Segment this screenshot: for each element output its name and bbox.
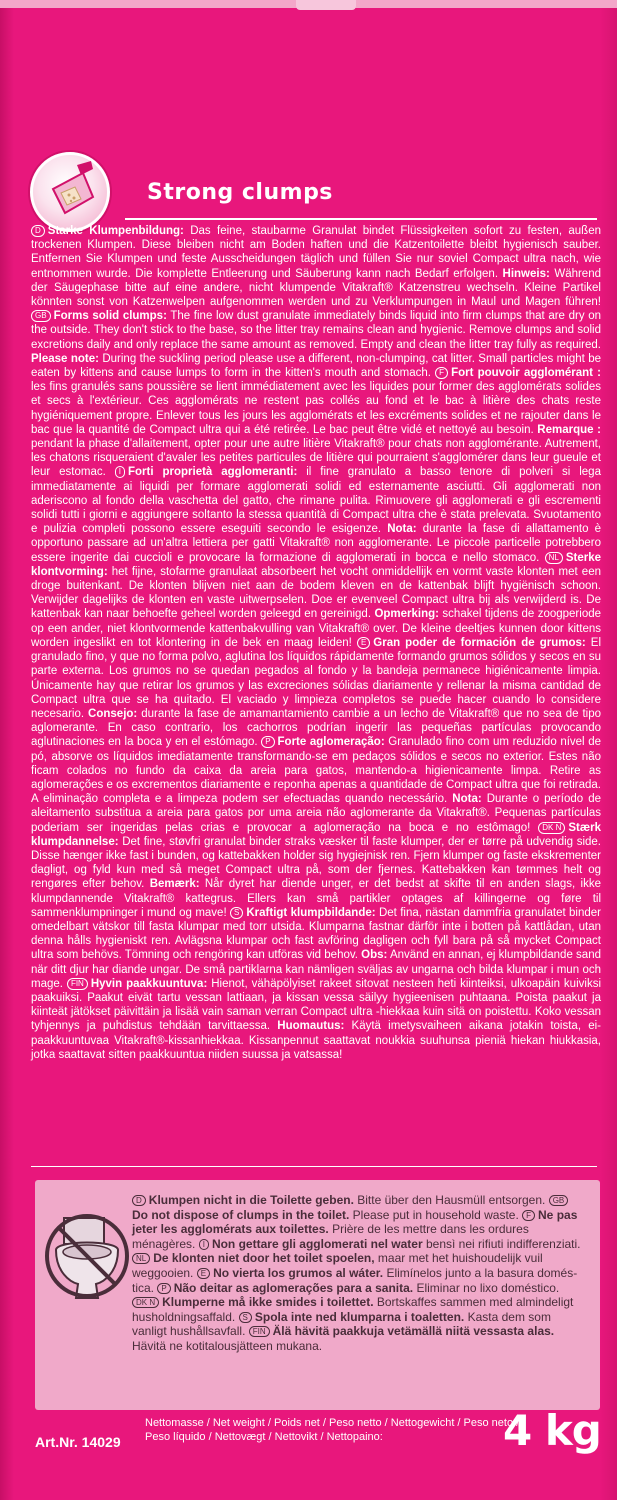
section-heading: Stærk klumpdannelse: <box>31 821 601 848</box>
section-heading: Forms solid clumps: <box>53 310 167 323</box>
warning-line <box>132 1193 549 1207</box>
language-section <box>31 225 601 308</box>
warning-detail: Hävitä ne kotitalousjätteen mukana. <box>132 1338 323 1353</box>
note-heading: Remarque : <box>537 423 601 436</box>
page-title: Strong clumps <box>147 180 333 205</box>
section-heading: Sterke klontvorming: <box>31 551 601 578</box>
language-code-badge: FIN <box>67 978 88 990</box>
language-code-badge: NL <box>132 1253 150 1264</box>
note-heading: Obs: <box>361 949 388 962</box>
language-code-badge: P <box>261 736 274 748</box>
language-code-badge: E <box>197 1268 210 1279</box>
note-heading: Consejo: <box>88 707 138 720</box>
warning-line <box>157 1281 559 1295</box>
warning-detail: Elimínelos junto a la basura domés- tica. <box>132 1265 578 1295</box>
article-number: Art.Nr. 14029 <box>35 1434 121 1450</box>
warning-bold: De klonten niet door het toilet spoelen, <box>153 1251 375 1266</box>
warning-bold: Non gettare gli agglomerati nel water <box>211 1236 423 1251</box>
section-text: het fijne, stofarme granulaat absorbeert het vocht onmiddellijk en vormt vaste klonten met een droge buitenkant. De klonten blijven niet aan de bodem kleven en de kattenbak blijft hygiënisch schoon. Verwijder dagelijks de klonten en vaste uitwerpselen. Doe er evenveel Compact ultra bij als verwijderd is. De kattenbak kan naar behoefte geheel worden geleegd en gereinigd. <box>31 565 601 621</box>
language-section <box>31 822 601 919</box>
language-code-badge: GB <box>31 310 51 322</box>
warning-detail: Bitte über den Hausmüll entsorgen. <box>353 1193 549 1207</box>
language-code-badge: F <box>522 1210 535 1221</box>
warning-bold: Älä hävitä paakkuja vetämällä niitä vessasta alas. <box>272 1324 555 1339</box>
title-divider <box>125 218 597 220</box>
language-section <box>31 466 601 563</box>
note-heading: Please note: <box>31 352 99 365</box>
section-text: il fine granulato a basso tenore di polveri si lega immediatamente ai liquidi per formare agglomerati solidi ed esternamente asciutti. Gli agglomerati non aderiscono al fondo della vaschetta del gatto, che rimane pulita. Rimuovere gli agglomerati e gli escrementi solidi tutti i giorni e aggiungere soltanto la stessa quantità di Compact ultra che è stata prelevata. Svuotamento e pulizia completi possono essere eseguiti secondo le esigenze. <box>31 466 601 536</box>
disposal-warning-text <box>132 1193 587 1354</box>
section-heading: Forti proprietà agglomeranti: <box>127 466 298 479</box>
language-section <box>31 637 601 748</box>
language-code-badge: FIN <box>249 1326 270 1337</box>
section-text: Das feine, staubarme Granulat bindet Flüssigkeiten sofort zu festen, außen trockenen Klumpen. Diese bleiben nicht am Boden haften und die Katzentoilette bleibt hygienisch sauber. Entfernen Sie Klumpen und feste Ausscheidungen täglich und füllen Sie nur soviel Compact ultra nach, wie entnommen wurde. Die komplette Entleerung und Säuberung kann nach Bedarf erfolgen. <box>31 225 601 280</box>
language-code-badge: NL <box>545 552 563 564</box>
note-heading: Nota: <box>387 523 417 536</box>
section-heading: Gran poder de formación de grumos: <box>373 636 586 649</box>
note-text: Durante o período de aleitamento substitua a areia para gatos por uma areia não aglomerante da Vitakraft®. Pequenas partículas poderiam ser ingeridas pelas crias e provocar a aglomeração na boca e no estômago! <box>31 793 601 834</box>
warning-bold: Não deitar as aglomerações para a sanita. <box>173 1280 414 1295</box>
language-code-badge: S <box>239 1312 252 1323</box>
warning-bold: Klumpen nicht in die Toilette geben. <box>148 1193 354 1207</box>
warning-line <box>199 1237 581 1251</box>
language-section <box>31 736 601 833</box>
warning-detail: maar met het huishoudelijk vuil weggooien. <box>132 1251 543 1280</box>
note-heading: Bemærk: <box>149 878 200 891</box>
note-text: Använd en annan, ej klumpbildande sand när ditt djur har diande ungar. De små partiklarna kan nämligen sväljas av ungarna och bilda klumpar i mun och mage. <box>31 949 601 990</box>
note-text: pendant la phase d'allaitement, opter pour une autre litière Vitakraft® pour chats non agglomérante. Autrement, les chatons risqueraient d'avaler les petites particules de litière qui pourraient s'agglomérer dans leur gueule et leur estomac. <box>31 438 601 479</box>
warning-bold: Klumperne må ikke smides i toilettet. <box>162 1295 374 1310</box>
language-code-badge: I <box>199 1239 209 1250</box>
language-code-badge: F <box>435 367 448 379</box>
language-code-badge: P <box>157 1283 170 1294</box>
net-weight-value: 4 kg <box>503 1406 601 1455</box>
section-text: les fins granulés sans poussière se lient immédiatement avec les liquides pour former des agglomérats solides et secs à l'extérieur. Ces agglomérats ne restent pas collés au fond et le bac à litière des chats reste hygiéniquement propre. Enlever tous les jours les agglomérats et les excréments solides et ne rajouter dans le bac que la quantité de Compact ultra qui a été retirée. Le bac peut être vidé et nettoyé au besoin. <box>31 381 601 436</box>
note-text: Når dyret har diende unger, er det bedst at skifte til en anden slags, ikke klumpdannende Vitakraft® kattegrus. Ellers kan små partikler optages af killingerne og føre til sammenklumpninger i mund og mave! <box>31 878 601 919</box>
language-code-badge: GB <box>549 1195 569 1206</box>
section-text: Det fine, støvfri granulat binder straks væsker til faste klumper, der er tørre på udvendig side. Disse hænger ikke fast i bunden, og kattebakken holder sig hygiejnisk ren. Fjern klumper og faste ekskrementer dagligt, og fyld kun med så meget Compact ultra på, som der fjernes. Kattebakken kan tømmes helt og rengøres efter behov. <box>31 835 601 891</box>
note-heading: Hinweis: <box>502 267 550 280</box>
note-text: Während der Säugephase bitte auf eine andere, nicht klumpende Vitakraft® Katzenstreu wechseln. Kleine Partikel könnten sonst von Katzenwelpen aufgenommen werden und zu Verklumpungen in Maul und Magen führen! <box>31 267 601 309</box>
note-heading: Huomautus: <box>277 1020 345 1033</box>
note-text: durante la fase de amamantamiento cambie a un lecho de Vitakraft® que no sea de tipo aglomerante. En caso contrario, los cachorros podrían ingerir las pequeñas partículas provocando aglutinaciones en la boca y en el estómago. <box>31 707 602 749</box>
warning-bold: No vierta los grumos al wáter. <box>213 1265 384 1280</box>
warning-detail: Please put in household waste. <box>349 1207 523 1222</box>
note-text: schakel tijdens de zoogperiode op een ander, niet klontvormende kattenbakvulling van Vitakraft® over. De kleine deeltjes kunnen door kittens worden ingeslikt en tot klontering in de bek en maag leiden! <box>31 608 602 649</box>
section-heading: Kraftigt klumpbildande: <box>246 906 376 919</box>
language-code-badge: DK N <box>132 1297 159 1308</box>
section-text: Det fina, nästan dammfria granulatet binder omedelbart vätskor till fasta klumpar med torr utsida. Klumparna fastnar därför inte i botten på kattlådan, utan denna hålls hygieniskt ren. Avlägsna klumpar och fast avföring dagligen och fyll bara på så mycket Compact ultra som behövs. Tömning och rengöring kan utföras vid behov. <box>31 906 601 962</box>
warning-detail: Prière de les mettre dans les ordures ménagères. <box>132 1222 529 1251</box>
note-heading: Opmerking: <box>374 608 439 621</box>
note-text: Käytä imetysvaiheen aikana jotakin toista, ei-paakkuuntuvaa Vitakraft®-kissanhiekkaa. Kissanpennut saattavat noukkia suuhunsa pieniä hiekan hiukkasia, jotka saattavat sitten paakkuuntua niiden suussa ja vatsassa! <box>31 1020 601 1061</box>
section-heading: Forte aglomeração: <box>277 736 385 749</box>
language-code-badge: E <box>357 637 370 649</box>
section-heading: Hyvin paakkuuntuva: <box>90 977 208 990</box>
section-text: Granulado fino com um reduzido nível de pó, absorve os líquidos imediatamente transformando-se em pedaços sólidos e secos no exterior. Estes não ficam colados no fundo da caixa da areia para gatos, mantendo-a higienicamente limpa. Retire as aglomerações e os excrementos diariamente e reponha apenas a quantidade de Compact ultra que foi retirada. A eliminação completa e a limpeza podem ser efectuadas quando necessário. <box>31 736 601 806</box>
language-code-badge: D <box>31 225 45 237</box>
section-heading: Fort pouvoir agglomérant : <box>451 367 601 380</box>
note-heading: Nota: <box>452 793 482 806</box>
language-section <box>31 552 601 649</box>
box-flap <box>296 0 356 10</box>
warning-bold: Spola inte ned klumparna i toaletten. <box>254 1309 465 1324</box>
litter-scoop-icon <box>30 152 110 232</box>
warning-detail: Bortskaffes sammen med almindeligt husholdningsaffald. <box>132 1295 574 1324</box>
section-text: The fine low dust granulate immediately binds liquid into firm clumps that are dry on the outside. They don't stick to the base, so the litter tray remains clean and hygienic. Remove clumps and solid excretions daily and only replace the same amount as removed. Empty and clean the litter tray fully as required. <box>31 310 601 351</box>
language-code-badge: S <box>230 907 243 919</box>
note-text: durante la fase di allattamento è opportuno passare ad un'altra lettiera per gatti Vitakraft® non agglomerante. Le piccole particelle potrebbero essere ingerite dai cuccioli e provocare la formazione di agglomerati in bocca e nello stomaco. <box>31 523 602 564</box>
warning-detail: bensì nei rifiuti indifferenziati. <box>422 1236 581 1251</box>
section-text: Hienot, vähäpölyiset rakeet sitovat nesteen heti kiinteiksi, ulkoapäin kuiviksi paakuiksi. Paakut eivät tartu vessan lattiaan, ja kissan vessa säilyy hygieenisen puhtaana. Poista paakut ja kiinteät jätökset päivittäin ja lisää vain saman verran Compact ultra -hiekkaa kuin sitä on poistettu. Koko vessan tyhjennys ja puhdistus tehdään tarvittaessa. <box>31 977 601 1033</box>
warning-detail: Eliminar no lixo doméstico. <box>413 1280 560 1295</box>
language-section <box>31 367 601 478</box>
warning-bold: Do not dispose of clumps in the toilet. <box>132 1207 350 1222</box>
language-code-badge: DK N <box>538 822 565 834</box>
no-toilet-icon <box>42 1200 132 1304</box>
net-weight-label: Nettomasse / Net weight / Poids net / Peso netto / Nettogewicht / Peso neto / Peso líquido / Nettovægt / Nettovikt / Nettopaino: <box>145 1417 520 1443</box>
section-heading: Starke Klumpenbildung: <box>47 225 184 237</box>
section-divider <box>31 1166 597 1167</box>
language-code-badge: I <box>115 466 125 478</box>
language-code-badge: D <box>132 1195 146 1206</box>
note-text: During the suckling period please use a different, non-clumping, cat litter. Small particles might be eaten by kittens and cause lumps to form in the kitten's mouth and stomach. <box>31 352 601 380</box>
warning-detail: Kasta dem som vanligt hushållsavfall. <box>132 1309 551 1339</box>
language-section <box>31 978 601 1061</box>
section-text: El granulado fino, y que no forma polvo, aglutina los líquidos rápidamente formando grumos sólidos y secos en su parte externa. Los grumos no se quedan pegados al fondo y la bandeja permanece higiénicamente limpia. Únicamente hay que retirar los grumos y las excreciones sólidas diariamente y rellenar la misma cantidad de Compact ultra que se ha quitado. El vaciado y limpieza completos se puede hacer cuando lo considere necesario. <box>31 636 602 720</box>
warning-bold: Ne pas jeter les agglomérats aux toilettes. <box>132 1207 578 1237</box>
instructions-text <box>31 224 601 1062</box>
